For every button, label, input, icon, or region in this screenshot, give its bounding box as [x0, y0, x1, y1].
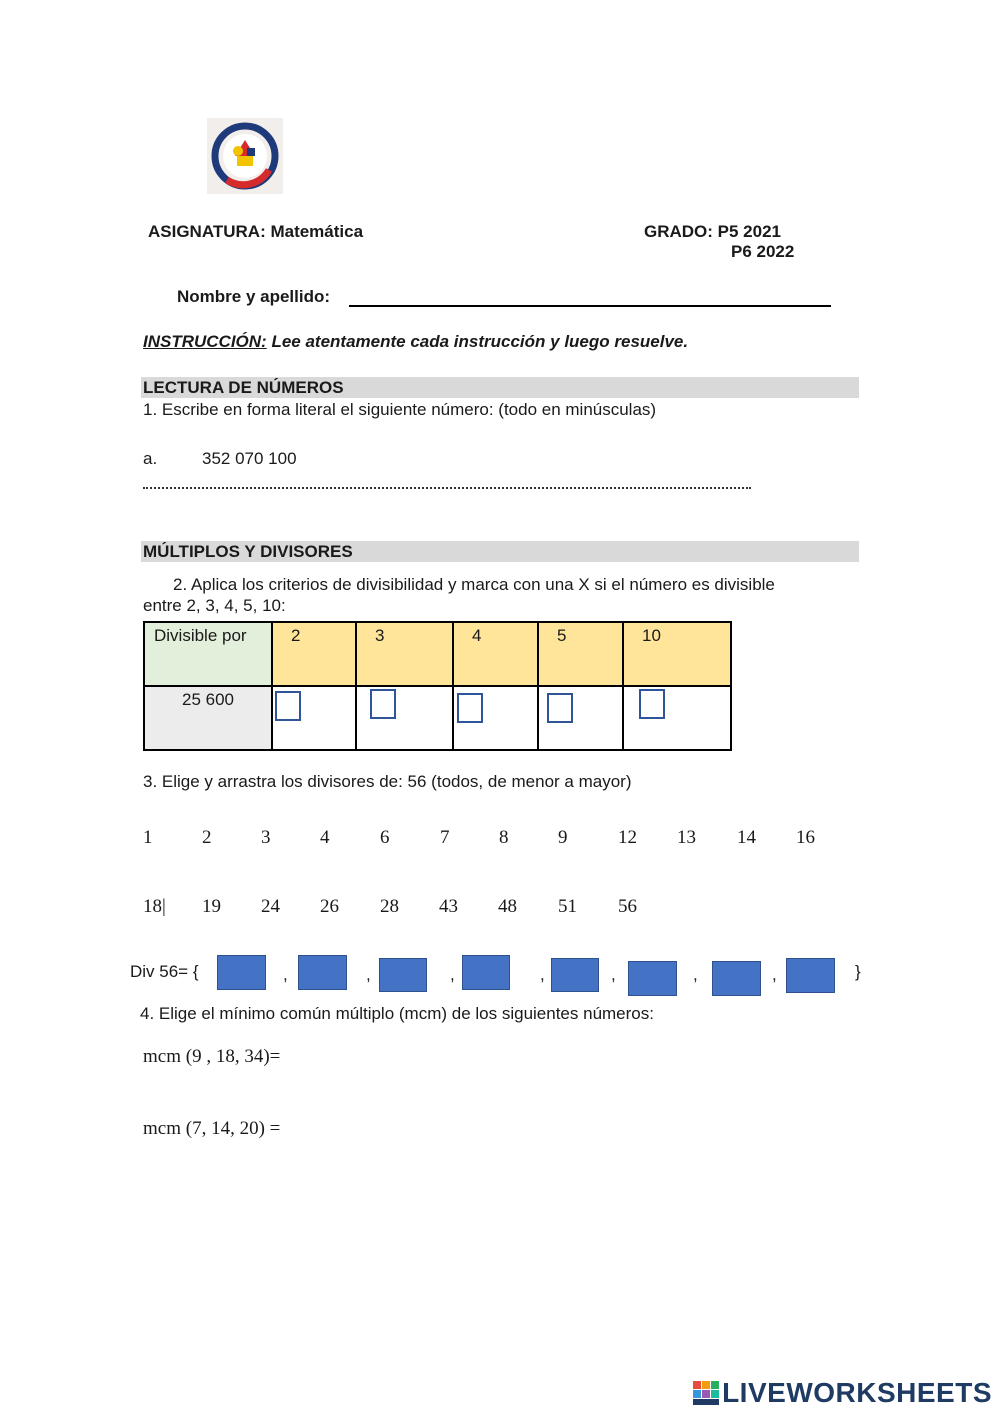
question-3: 3. Elige y arrastra los divisores de: 56 (todos, de menor a mayor) [143, 772, 632, 791]
table-header-cell: 2 [272, 622, 356, 686]
drop-slot-5[interactable] [551, 958, 599, 992]
div56-close-brace: } [855, 962, 861, 981]
divisibility-table [143, 621, 732, 751]
separator-comma: , [283, 965, 288, 984]
draggable-number[interactable]: 26 [320, 896, 339, 917]
draggable-number[interactable]: 4 [320, 827, 330, 848]
drop-slot-6[interactable] [628, 961, 677, 996]
checkbox-divisible-3[interactable] [370, 689, 396, 719]
draggable-number[interactable]: 28 [380, 896, 399, 917]
table-header-cell: 10 [623, 622, 731, 686]
section-title-lectura: LECTURA DE NÚMEROS [143, 378, 344, 397]
subject-label: ASIGNATURA: Matemática [148, 222, 364, 241]
instruction-label: INSTRUCCIÓN: [143, 332, 267, 351]
draggable-number[interactable]: 51 [558, 896, 577, 917]
grade-label: GRADO: P5 2021 [644, 222, 781, 241]
separator-comma: , [772, 965, 777, 984]
checkbox-divisible-2[interactable] [275, 691, 301, 721]
instruction-text: Lee atentamente cada instrucción y luego resuelve. [266, 332, 689, 351]
table-header-row [144, 622, 731, 686]
item-a-number: 352 070 100 [202, 449, 297, 468]
draggable-number[interactable]: 24 [261, 896, 280, 917]
draggable-number[interactable]: 19 [202, 896, 221, 917]
table-header-cell: 3 [356, 622, 453, 686]
answer-dotted-line[interactable] [143, 487, 751, 489]
checkbox-divisible-4[interactable] [457, 693, 483, 723]
checkbox-divisible-10[interactable] [639, 689, 665, 719]
school-logo [207, 118, 283, 194]
draggable-number[interactable]: 9 [558, 827, 568, 848]
drop-slot-2[interactable] [298, 955, 347, 990]
question-2-line1: 2. Aplica los criterios de divisibilidad y marca con una X si el número es divisible [173, 575, 775, 594]
draggable-number[interactable]: 18| [143, 896, 166, 917]
instruction [143, 332, 688, 352]
draggable-number[interactable]: 3 [261, 827, 271, 848]
table-header-divisible: Divisible por [144, 622, 272, 686]
table-header-cell: 5 [538, 622, 623, 686]
question-1: 1. Escribe en forma literal el siguiente número: (todo en minúsculas) [143, 400, 657, 419]
checkbox-divisible-5[interactable] [547, 693, 573, 723]
draggable-number[interactable]: 12 [618, 827, 637, 848]
drop-slot-8[interactable] [786, 958, 835, 993]
draggable-number[interactable]: 16 [796, 827, 815, 848]
mcm-expression-2: mcm (7, 14, 20) = [143, 1118, 281, 1139]
div56-label: Div 56= { [130, 962, 199, 981]
draggable-number[interactable]: 13 [677, 827, 696, 848]
draggable-number[interactable]: 43 [439, 896, 458, 917]
table-header-cell: 4 [453, 622, 538, 686]
name-label: Nombre y apellido: [177, 287, 331, 306]
separator-comma: , [693, 965, 698, 984]
mcm-expression-1: mcm (9 , 18, 34)= [143, 1046, 281, 1067]
separator-comma: , [366, 965, 371, 984]
question-2-line2: entre 2, 3, 4, 5, 10: [143, 596, 286, 615]
question-4: 4. Elige el mínimo común múltiplo (mcm) de los siguientes números: [140, 1004, 654, 1023]
separator-comma: , [540, 965, 545, 984]
draggable-number[interactable]: 6 [380, 827, 390, 848]
section-title-multiplos: MÚLTIPLOS Y DIVISORES [143, 542, 353, 561]
draggable-number[interactable]: 56 [618, 896, 637, 917]
draggable-number[interactable]: 14 [737, 827, 756, 848]
draggable-number[interactable]: 48 [498, 896, 517, 917]
drop-slot-7[interactable] [712, 961, 761, 996]
draggable-number[interactable]: 1 [143, 827, 153, 848]
draggable-number[interactable]: 8 [499, 827, 509, 848]
table-row-number: 25 600 [144, 686, 272, 750]
draggable-number[interactable]: 7 [440, 827, 450, 848]
drop-slot-3[interactable] [379, 958, 427, 992]
drop-slot-4[interactable] [462, 955, 510, 990]
name-line[interactable] [349, 305, 831, 307]
brand-text: LIVEWORKSHEETS [722, 1377, 992, 1408]
grade-label-2: P6 2022 [731, 242, 795, 261]
item-a-label: a. [143, 449, 158, 468]
draggable-number[interactable]: 2 [202, 827, 212, 848]
separator-comma: , [611, 965, 616, 984]
drop-slot-1[interactable] [217, 955, 266, 990]
separator-comma: , [450, 965, 455, 984]
liveworksheets-logo-icon [692, 1379, 720, 1407]
liveworksheets-brand [692, 1377, 992, 1409]
